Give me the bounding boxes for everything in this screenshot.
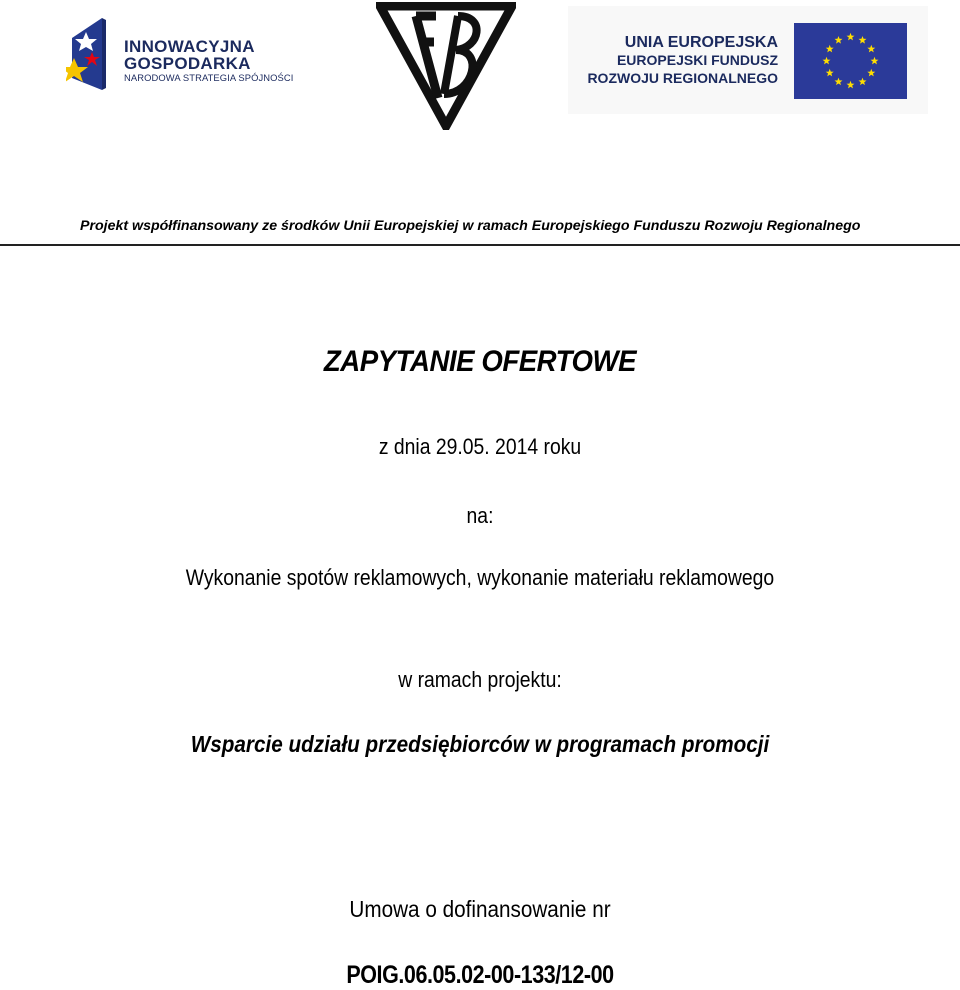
- eu-text-line1: UNIA EUROPEJSKA: [624, 34, 778, 51]
- eu-erdf-logo: [568, 6, 928, 114]
- fb-triangle-icon: [376, 2, 516, 130]
- header-divider: [0, 244, 960, 246]
- document-framework: w ramach projektu:: [398, 667, 562, 692]
- eu-flag-icon: [794, 23, 907, 99]
- contract-number: POIG.06.05.02-00-133/12-00: [346, 961, 614, 989]
- document-na: na:: [466, 503, 494, 528]
- eu-text-line3: ROZWOJU REGIONALNEGO: [587, 70, 778, 86]
- logo-text-line3: NARODOWA STRATEGIA SPÓJNOŚCI: [124, 72, 294, 83]
- innowacyjna-gospodarka-logo: [66, 18, 294, 92]
- document-title: ZAPYTANIE OFERTOWE: [323, 345, 637, 378]
- project-name: Wsparcie udziału przedsiębiorców w programach promocji: [190, 731, 770, 757]
- innowacyjna-gospodarka-emblem-icon: [66, 18, 122, 92]
- logo-text-line2: GOSPODARKA: [124, 54, 251, 73]
- document-date: z dnia 29.05. 2014 roku: [378, 434, 582, 459]
- eu-text-line2: EUROPEJSKI FUNDUSZ: [616, 52, 778, 68]
- cofinancing-header: Projekt współfinansowany ze środków Unii Europejskiej w ramach Europejskiego Funduszu Rozwoju Regionalnego: [80, 218, 861, 234]
- logo-text-line1: INNOWACYJNA: [124, 37, 255, 56]
- contract-label: Umowa o dofinansowanie nr: [349, 896, 611, 922]
- fb-logo: [376, 2, 516, 130]
- document-subject: Wykonanie spotów reklamowych, wykonanie materiału reklamowego: [185, 565, 775, 590]
